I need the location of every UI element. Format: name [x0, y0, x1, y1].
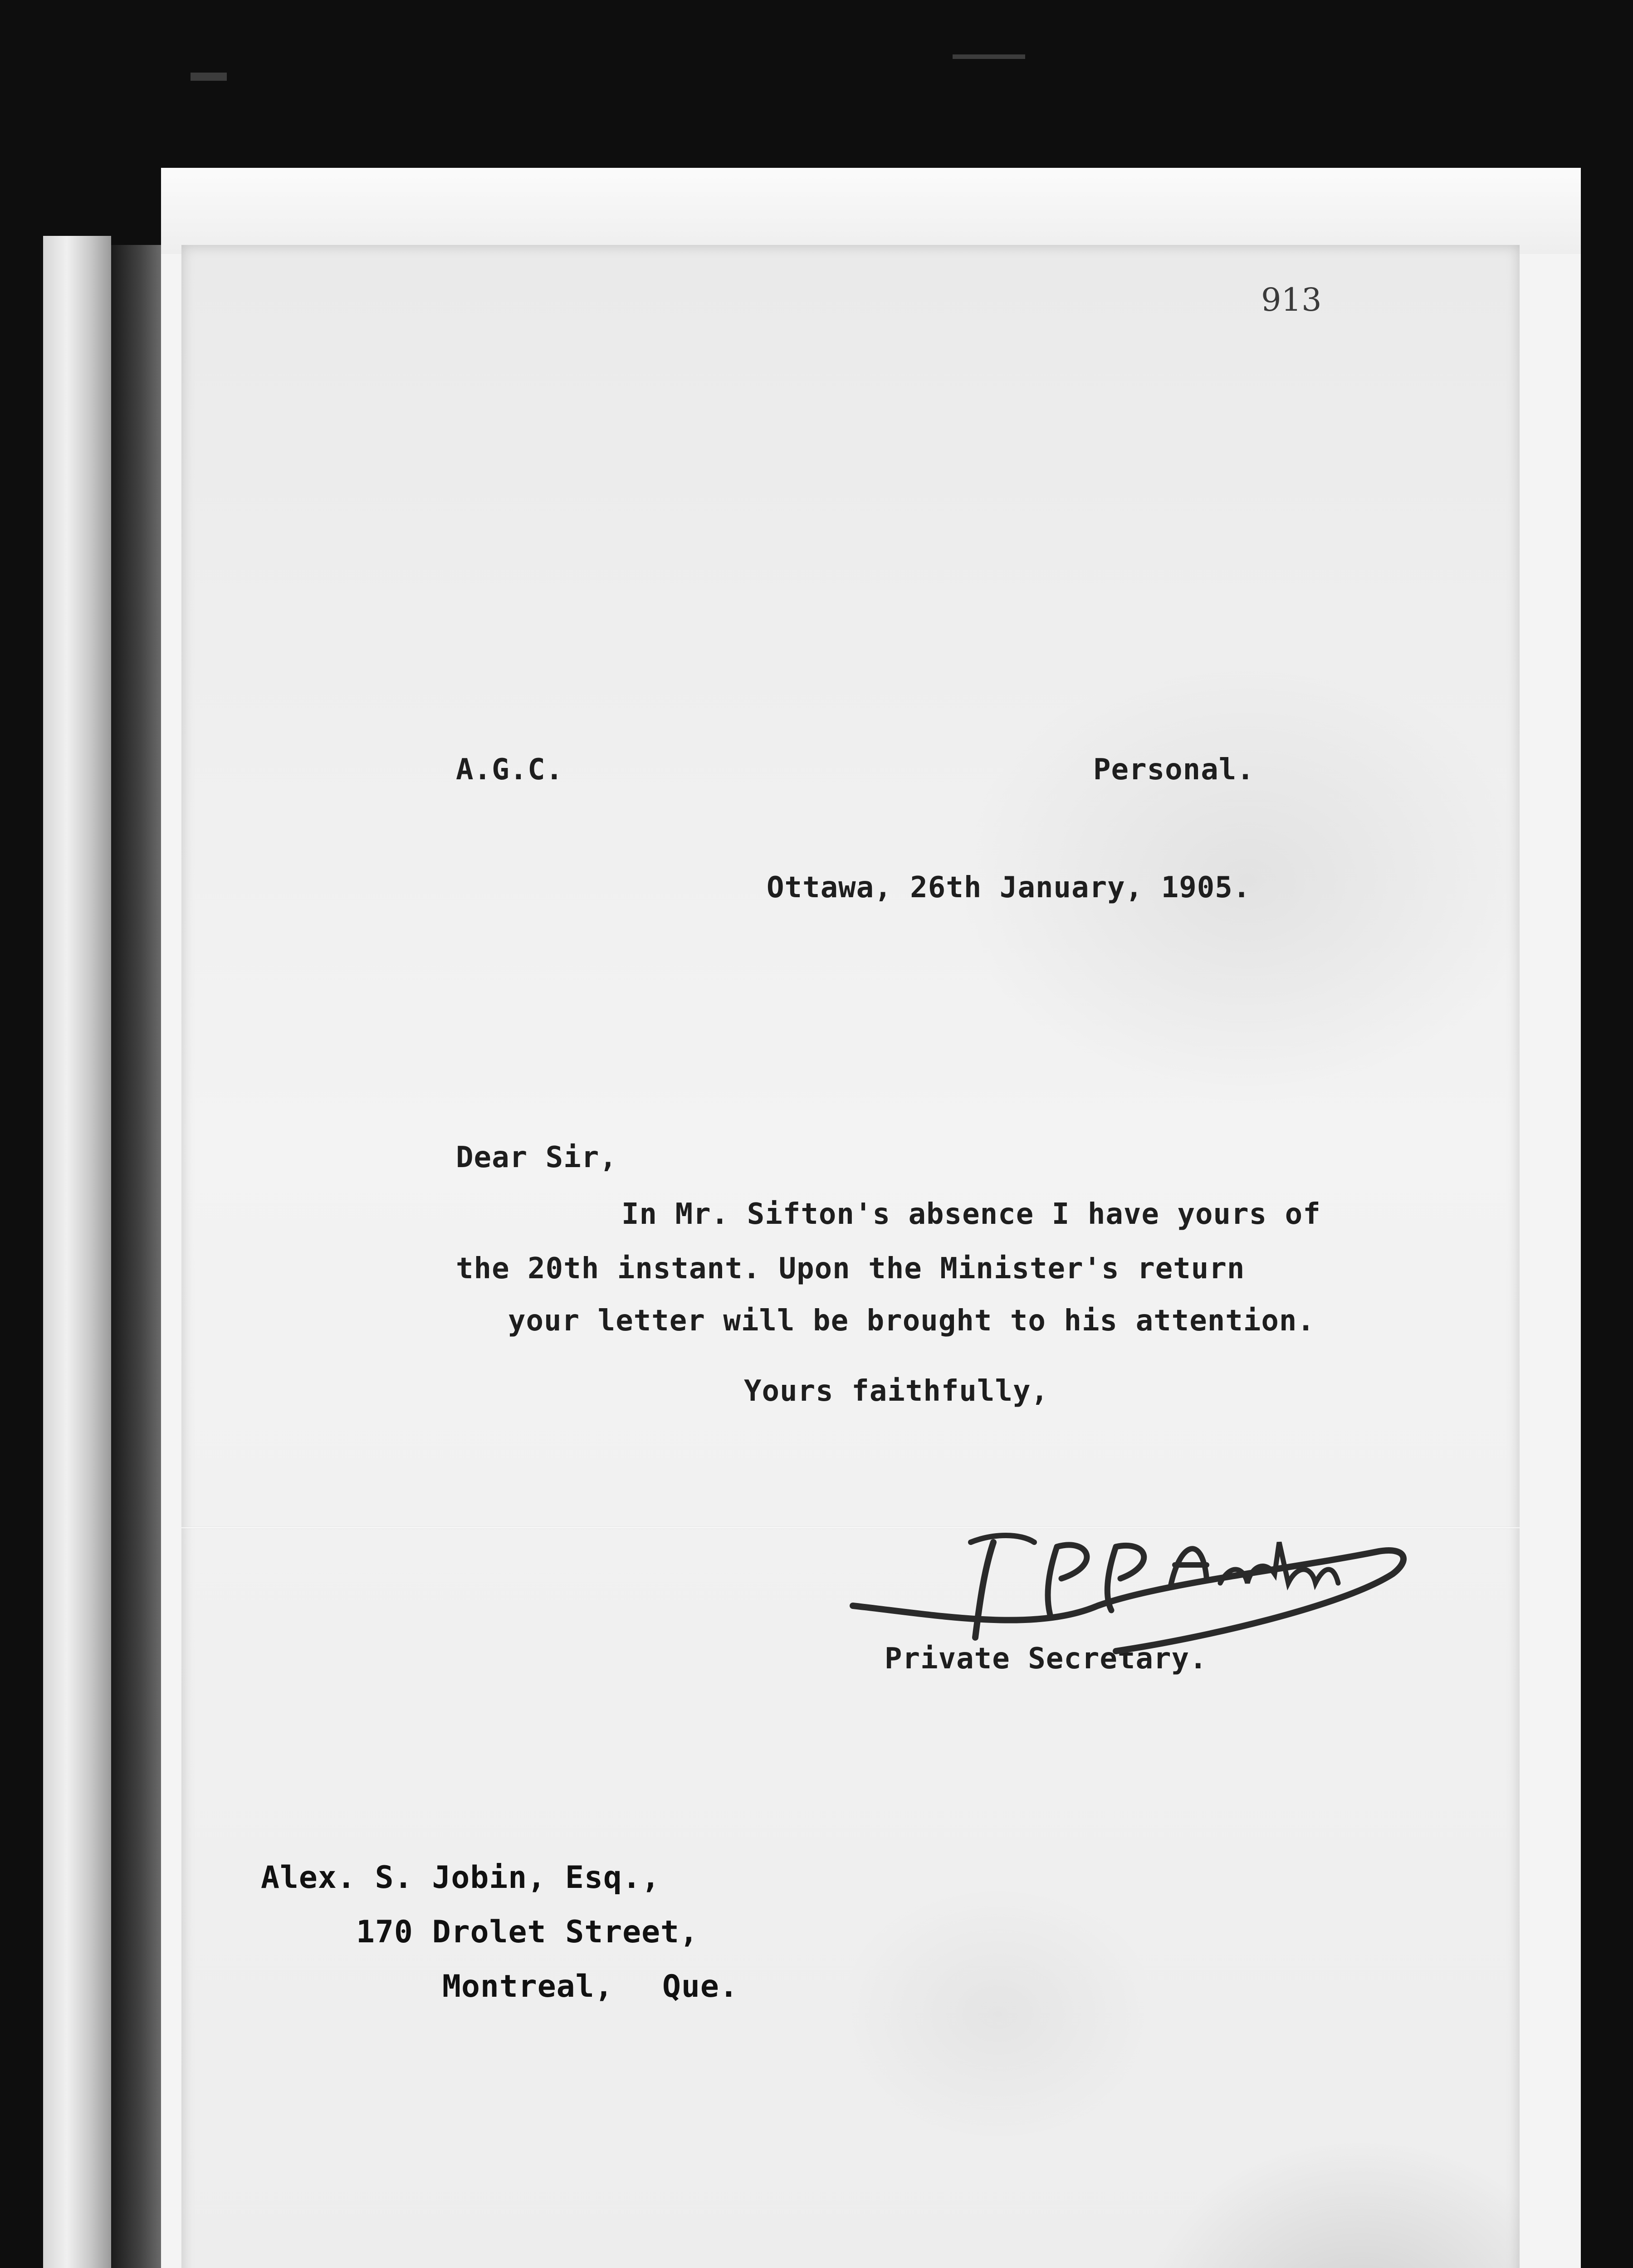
classification-label: Personal. — [1093, 753, 1255, 787]
handwritten-signature — [844, 1515, 1415, 1665]
signer-title: Private Secretary. — [885, 1642, 1208, 1676]
body-line-1: In Mr. Sifton's absence I have yours of — [621, 1198, 1321, 1231]
film-scratch — [191, 73, 227, 81]
page-number: 913 — [1261, 281, 1322, 318]
salutation: Dear Sir, — [456, 1141, 617, 1174]
addressee-name: Alex. S. Jobin, Esq., — [261, 1860, 660, 1896]
addressee-city: Montreal, — [442, 1969, 614, 2004]
reference-code: A.G.C. — [456, 753, 564, 787]
film-scratch — [953, 54, 1025, 59]
backing-sheet-top — [161, 168, 1581, 254]
body-line-3: your letter will be brought to his attention. — [508, 1304, 1315, 1338]
page-edge-shadow — [111, 245, 161, 2268]
page-edge-strip — [43, 236, 111, 2268]
addressee-street: 170 Drolet Street, — [356, 1914, 699, 1950]
body-line-2: the 20th instant. Upon the Minister's return — [456, 1252, 1245, 1286]
addressee-province: Que. — [662, 1969, 738, 2004]
letter-page — [181, 245, 1520, 2268]
place-and-date: Ottawa, 26th January, 1905. — [767, 871, 1251, 904]
closing: Yours faithfully, — [744, 1374, 1049, 1408]
